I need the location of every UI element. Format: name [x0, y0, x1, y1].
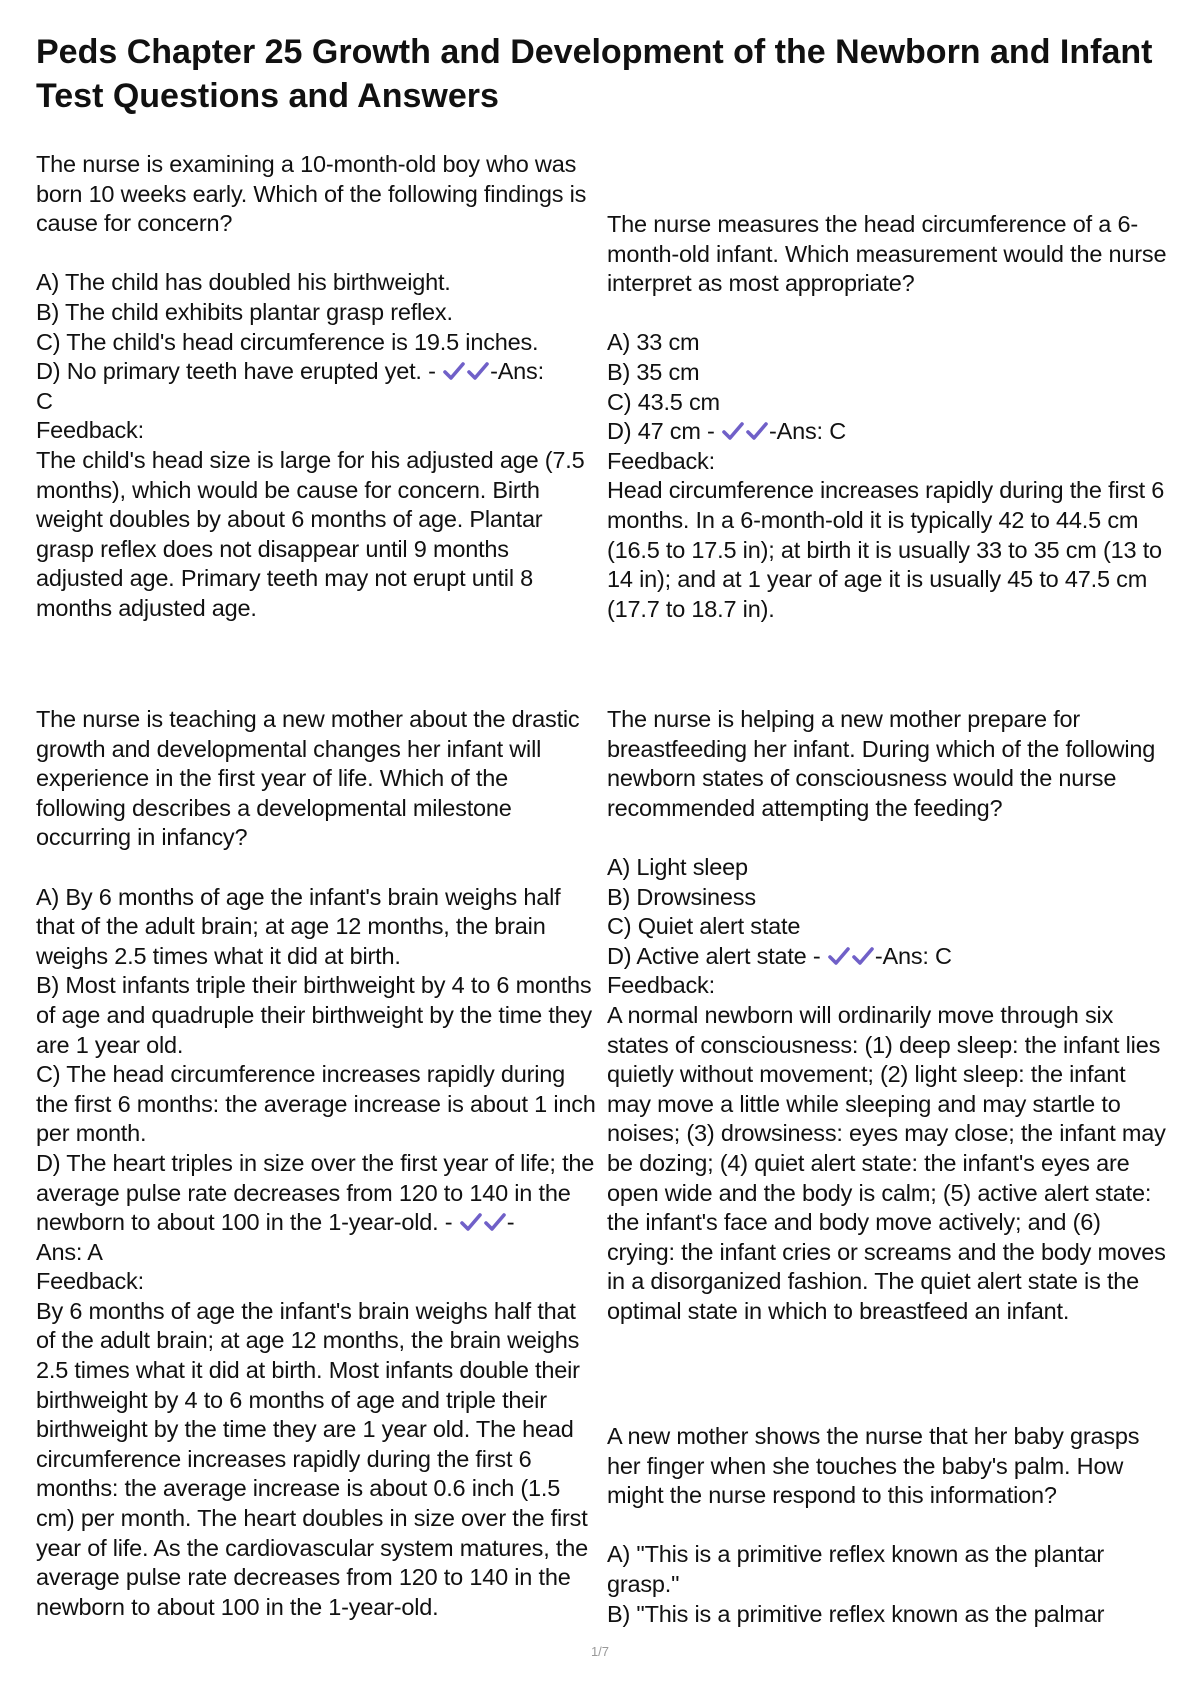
- answer-option: B) "This is a primitive reflex known as the palmar: [607, 1600, 1105, 1627]
- answer-option: D) No primary teeth have erupted yet. -: [36, 358, 436, 385]
- answer-option: B) Most infants triple their birthweight by 4 to 6 months of age and quadruple their birthweight by the time they are 1 year old.: [36, 972, 592, 1058]
- answer-option: B) The child exhibits plantar grasp reflex.: [36, 298, 453, 325]
- answer-option: C) The child's head circumference is 19.5 inches.: [36, 328, 539, 355]
- question-1: [36, 150, 594, 624]
- question-stem: The nurse is helping a new mother prepare for breastfeeding her infant. During which of the following newborn states of consciousness would the nurse recommended attempting the feeding?: [607, 706, 1156, 821]
- question-stem: The nurse is examining a 10-month-old boy who was born 10 weeks early. Which of the following findings is cause for concern?: [36, 151, 587, 237]
- feedback-label: Feedback:: [36, 417, 144, 444]
- check-icon: [827, 946, 851, 966]
- answer-option: A) The child has doubled his birthweight.: [36, 269, 451, 296]
- feedback-text: By 6 months of age the infant's brain weighs half that of the adult brain; at age 12 months, the brain weighs 2.5 times what it did at birth. Most infants double their birthweight by 4 to 6 months of age and triple their birthweight by the time they are 1 year old. The head circumference increases rapidly during the first 6 months: the average increase is about 0.6 inch (1.5 cm) per month. The heart doubles in size over the first year of life. As the cardiovascular system matures, the average pulse rate decreases from 120 to 140 in the newborn to about 100 in the 1-year-old.: [36, 1297, 588, 1620]
- answer-option-with-answer: [607, 417, 1172, 447]
- answer-option: B) Drowsiness: [607, 883, 756, 910]
- check-icon: [483, 1212, 507, 1232]
- answer-option: D) 47 cm -: [607, 418, 715, 445]
- answer-option: B) 35 cm: [607, 358, 700, 385]
- question-5: [607, 1422, 1172, 1629]
- answer-prefix: -Ans:: [490, 358, 544, 385]
- answer-option: D) The heart triples in size over the first year of life; the average pulse rate decreases from 120 to 140 in the newborn to about 100 in the 1-year-old. -: [36, 1149, 595, 1236]
- question-stem: A new mother shows the nurse that her baby grasps her finger when she touches the baby's palm. How might the nurse respond to this information?: [607, 1423, 1140, 1509]
- answer-letter: C: [36, 387, 53, 414]
- answer-option-with-answer: [607, 942, 1172, 972]
- answer-option: A) By 6 months of age the infant's brain weighs half that of the adult brain; at age 12 months, the brain weighs 2.5 times what it did at birth.: [36, 883, 561, 969]
- answer-text: -Ans: C: [874, 942, 952, 969]
- question-stem: The nurse is teaching a new mother about the drastic growth and developmental changes her infant will experience in the first year of life. Which of the following describes a developmental milestone occurring in infancy?: [36, 706, 580, 851]
- answer-option-with-answer: [36, 357, 594, 387]
- answer-option: A) Light sleep: [607, 853, 748, 880]
- check-icon: [466, 361, 490, 381]
- answer-option: C) Quiet alert state: [607, 913, 801, 940]
- answer-text: -Ans: C: [769, 418, 846, 445]
- feedback-text: A normal newborn will ordinarily move through six states of consciousness: (1) deep sleep: the infant lies quietly without movement; (2) light sleep: the infant may move a little while sleeping and may startle to noises; (3) drowsiness: eyes may close; the infant may be dozing; (4) quiet alert state: the infant's eyes are open wide and the body is calm; (5) active alert state: the infant's face and body move actively; and (6) crying: the infant cries or screams and the body moves in a disorganized fashion. The quiet alert state is the optimal state in which to breastfeed an infant.: [607, 1001, 1166, 1324]
- feedback-label: Feedback:: [607, 447, 715, 474]
- page-title: Peds Chapter 25 Growth and Development of the Newborn and Infant Test Questions and Answers: [36, 33, 1153, 115]
- answer-option: C) The head circumference increases rapidly during the first 6 months: the average increase is about 1 inch per month.: [36, 1061, 596, 1147]
- answer-option: C) 43.5 cm: [607, 388, 720, 415]
- answer-prefix: -: [506, 1209, 515, 1236]
- answer-option: D) Active alert state -: [607, 942, 821, 969]
- question-stem: The nurse measures the head circumference of a 6-month-old infant. Which measurement would the nurse interpret as most appropriate?: [607, 211, 1167, 297]
- feedback-label: Feedback:: [36, 1268, 144, 1295]
- check-icon: [721, 421, 745, 441]
- check-icon: [745, 421, 769, 441]
- question-2: [607, 210, 1172, 624]
- page-number: 1/7: [590, 1644, 610, 1659]
- question-3: [36, 705, 596, 1622]
- feedback-text: The child's head size is large for his adjusted age (7.5 months), which would be cause for concern. Birth weight doubles by about 6 months of age. Plantar grasp reflex does not disappear until 9 months adjusted age. Primary teeth may not erupt until 8 months adjusted age.: [36, 446, 585, 621]
- answer-option-with-answer: [36, 1149, 596, 1238]
- question-4: [607, 705, 1172, 1326]
- check-icon: [442, 361, 466, 381]
- check-icon: [851, 946, 875, 966]
- answer-line: Ans: A: [36, 1238, 103, 1265]
- answer-option: A) "This is a primitive reflex known as the plantar grasp.": [607, 1541, 1105, 1597]
- feedback-label: Feedback:: [607, 972, 715, 999]
- answer-option: A) 33 cm: [607, 329, 700, 356]
- check-icon: [459, 1212, 483, 1232]
- feedback-text: Head circumference increases rapidly during the first 6 months. In a 6-month-old it is typically 42 to 44.5 cm (16.5 to 17.5 in); at birth it is usually 33 to 35 cm (13 to 14 in); and at 1 year of age it is usually 45 to 47.5 cm (17.7 to 18.7 in).: [607, 477, 1165, 622]
